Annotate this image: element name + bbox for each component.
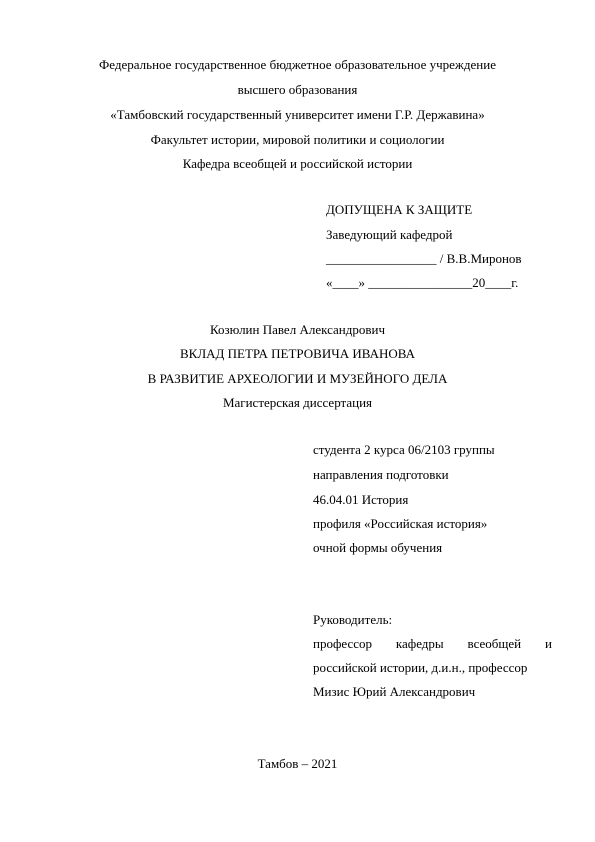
supervisor-word: всеобщей bbox=[467, 636, 522, 651]
supervisor-word: и bbox=[545, 636, 552, 651]
thesis-type: Магистерская диссертация bbox=[222, 395, 373, 410]
header-department: Кафедра всеобщей и российской истории bbox=[182, 156, 413, 171]
thesis-author: Козюлин Павел Александрович bbox=[210, 322, 385, 337]
student-direction-code: 46.04.01 История bbox=[313, 492, 409, 507]
student-direction-label: направления подготовки bbox=[313, 467, 449, 482]
header-institution-type: Федеральное государственное бюджетное образовательное учреждение bbox=[99, 57, 496, 72]
student-study-form: очной формы обучения bbox=[313, 540, 443, 555]
header-university-name: «Тамбовский государственный университет имени Г.Р. Державина» bbox=[110, 107, 485, 122]
header-faculty: Факультет истории, мировой политики и социологии bbox=[150, 132, 445, 147]
approval-role: Заведующий кафедрой bbox=[326, 227, 453, 242]
header-education-level: высшего образования bbox=[237, 82, 358, 97]
supervisor-label: Руководитель: bbox=[313, 612, 393, 627]
approval-signature-line: _________________ / В.В.Миронов bbox=[326, 251, 522, 266]
supervisor-word: профессор bbox=[313, 636, 373, 651]
student-course-group: студента 2 курса 06/2103 группы bbox=[313, 442, 495, 457]
thesis-title-line-2: В РАЗВИТИЕ АРХЕОЛОГИИ И МУЗЕЙНОГО ДЕЛА bbox=[147, 371, 448, 386]
thesis-title-line-1: ВКЛАД ПЕТРА ПЕТРОВИЧА ИВАНОВА bbox=[180, 346, 415, 361]
approval-title: ДОПУЩЕНА К ЗАЩИТЕ bbox=[326, 202, 473, 217]
approval-date-line: «____» ________________20____г. bbox=[326, 275, 519, 290]
city-year: Тамбов – 2021 bbox=[257, 756, 338, 771]
supervisor-name: Мизис Юрий Александрович bbox=[313, 684, 476, 699]
student-profile: профиля «Российская история» bbox=[313, 516, 488, 531]
supervisor-position-line bbox=[313, 637, 552, 650]
supervisor-position-line-2: российской истории, д.и.н., профессор bbox=[313, 660, 528, 675]
supervisor-word: кафедры bbox=[395, 636, 444, 651]
